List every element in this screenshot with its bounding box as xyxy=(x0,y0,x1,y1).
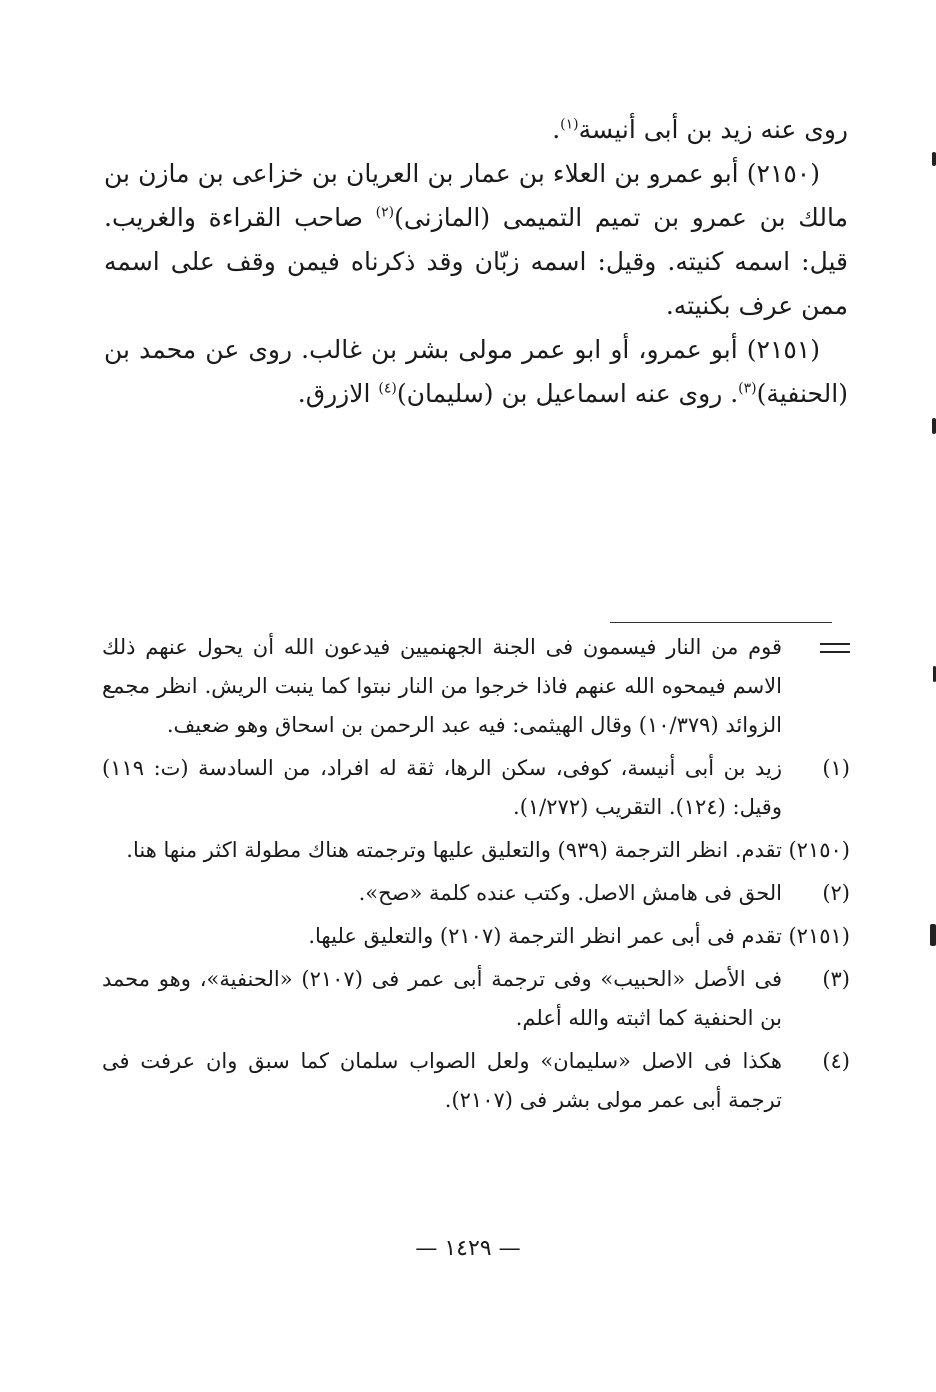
footnote-text: الحق فى هامش الاصل. وكتب عنده كلمة «صح». xyxy=(358,881,782,905)
footnote-ref-1[interactable]: (١) xyxy=(560,116,579,133)
main-text xyxy=(104,108,848,416)
scan-edge-mark xyxy=(930,924,936,946)
footnote-2150 xyxy=(102,831,850,870)
footnote-key: (٢١٥٠) xyxy=(788,838,850,862)
footnote-ref-4[interactable]: (٤) xyxy=(378,380,397,397)
footnote-text: تقدم. انظر الترجمة (٩٣٩) والتعليق عليها وترجمته هناك مطولة اكثر منها هنا. xyxy=(126,838,782,862)
footnote-text: هكذا فى الاصل «سليمان» ولعل الصواب سلمان كما سبق وان عرفت فى ترجمة أبى عمر مولى بشر فى (٢١٠٧). xyxy=(102,1049,782,1112)
footnote-key: (٣) xyxy=(822,967,850,991)
footnote-text: تقدم فى أبى عمر انظر الترجمة (٢١٠٧) والتعليق عليها. xyxy=(308,924,782,948)
footnotes-section xyxy=(102,628,850,1124)
footnote-ref-3[interactable]: (٣) xyxy=(738,380,757,397)
footnote-continuation xyxy=(102,628,850,745)
entry-2151 xyxy=(104,328,848,416)
entry-2151-text-cont: . روى عنه اسماعيل بن (سليمان) xyxy=(396,379,739,408)
footnote-text: قوم من النار فيسمون فى الجنة الجهنميين فيدعون الله أن يحول عنهم ذلك الاسم فيمحوه الله عنهم فاذا خرجوا من النار نبتوا كما ينبت الريش. انظر مجمع الزوائد (١٠/٣٧٩) وقال الهيثمى: فيه عبد الرحمن بن اسحاق وهو ضعيف. xyxy=(102,635,782,737)
page-number: — ١٤٢٩ — xyxy=(415,1236,521,1261)
scan-edge-mark xyxy=(932,418,936,434)
paragraph-text-end: . xyxy=(552,115,561,144)
footnote-2 xyxy=(102,874,850,913)
footnote-text: زيد بن أبى أنيسة، كوفى، سكن الرها، ثقة له افراد، من السادسة (ت: ١١٩) وقيل: (١٢٤). التقريب (١/٢٧٢). xyxy=(102,756,782,819)
footnote-1 xyxy=(102,749,850,827)
footnote-ref-2[interactable]: (٢) xyxy=(375,204,395,221)
footnote-key: (٢) xyxy=(822,881,850,905)
footnote-key: (٤) xyxy=(822,1049,850,1073)
paragraph-intro xyxy=(104,108,848,152)
footnote-3 xyxy=(102,960,850,1038)
footnote-4 xyxy=(102,1042,850,1120)
footnote-text: فى الأصل «الحبيب» وفى ترجمة أبى عمر فى (٢١٠٧) «الحنفية»، وهو محمد بن الحنفية كما اثبته والله أعلم. xyxy=(102,967,782,1030)
entry-2151-text-end: الازرق. xyxy=(297,379,379,408)
footnote-key: (٢١٥١) xyxy=(788,924,850,948)
entry-2150 xyxy=(104,152,848,328)
scan-edge-mark xyxy=(932,152,936,166)
entry-2150-text: (٢١٥٠) أبو عمرو بن العلاء بن عمار بن العريان بن خزاعى بن مازن بن مالك بن عمرو بن تميم التميمى (المازنى) xyxy=(104,159,848,232)
paragraph-text: روى عنه زيد بن أبى أنيسة xyxy=(578,115,848,144)
double-dash-icon xyxy=(820,643,850,653)
continuation-marker xyxy=(782,628,850,667)
footnote-separator xyxy=(610,622,832,623)
footnote-key: (١) xyxy=(822,756,850,780)
entry-2150-text-cont: صاحب القراءة والغريب. قيل: اسمه كنيته. وقيل: اسمه زبّان وقد ذكرناه فيمن وقف على اسمه ممن عرف بكنيته. xyxy=(104,203,848,320)
entry-2151-text: (٢١٥١) أبو عمرو، أو ابو عمر مولى بشر بن غالب. روى عن محمد بن (الحنفية) xyxy=(104,335,848,408)
footnote-2151 xyxy=(102,917,850,956)
